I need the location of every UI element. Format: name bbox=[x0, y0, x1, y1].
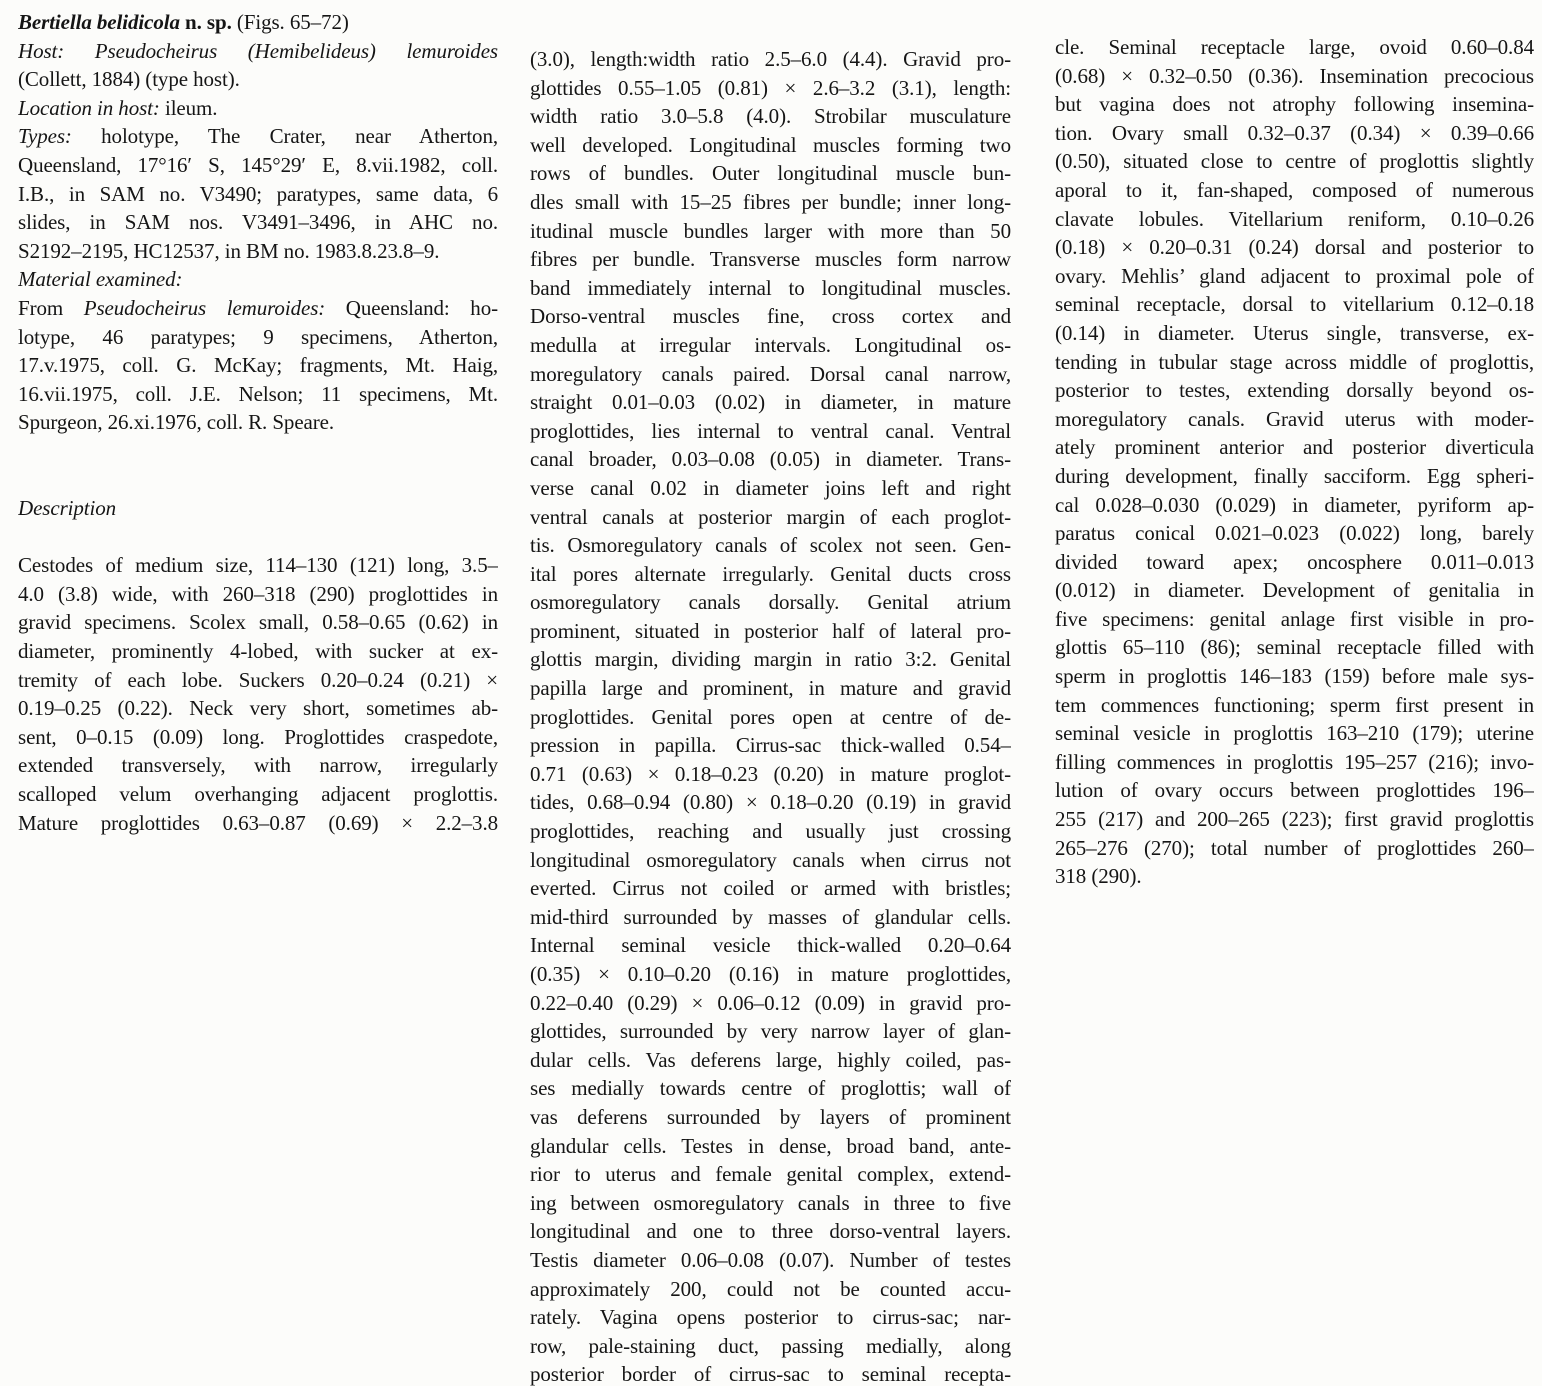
text-run: rior to uterus and female genital complex, extend- bbox=[530, 1162, 1011, 1187]
text-run: itudinal muscle bundles larger with more than 50 bbox=[530, 218, 1011, 243]
text-line bbox=[530, 102, 1011, 131]
text-line bbox=[530, 302, 1011, 331]
text-run: Spurgeon, 26.xi.1976, coll. R. Speare. bbox=[18, 410, 335, 435]
text-run: divided toward apex; oncosphere 0.011–0.013 bbox=[1055, 549, 1534, 574]
text-run: ately prominent anterior and posterior diverticula bbox=[1055, 435, 1534, 460]
text-run: (0.50), situated close to centre of proglottis slightly bbox=[1055, 149, 1534, 174]
text-run: clavate lobules. Vitellarium reniform, 0.10–0.26 bbox=[1055, 206, 1534, 231]
text-run: longitudinal osmoregulatory canals when cirrus not bbox=[530, 847, 1011, 872]
text-line bbox=[530, 245, 1011, 274]
text-run: 16.vii.1975, coll. J.E. Nelson; 11 specimens, Mt. bbox=[18, 381, 498, 406]
text-line bbox=[530, 1103, 1011, 1132]
text-run: 17.v.1975, coll. G. McKay; fragments, Mt. Haig, bbox=[18, 353, 498, 378]
text-run: Material examined: bbox=[18, 267, 183, 292]
vertical-space bbox=[18, 437, 498, 494]
text-run: tion. Ovary small 0.32–0.37 (0.34) × 0.39–0.66 bbox=[1055, 120, 1534, 145]
text-line bbox=[530, 159, 1011, 188]
text-run: S2192–2195, HC12537, in BM no. 1983.8.23.8–9. bbox=[18, 238, 440, 263]
text-run: Queensland: ho- bbox=[325, 295, 498, 320]
text-line bbox=[530, 1303, 1011, 1332]
text-line bbox=[530, 360, 1011, 389]
text-line bbox=[1055, 176, 1534, 205]
text-run: dles small with 15–25 fibres per bundle; inner long- bbox=[530, 189, 1011, 214]
text-run: width ratio 3.0–5.8 (4.0). Strobilar musculature bbox=[530, 104, 1011, 129]
text-run: posterior to testes, extending dorsally beyond os- bbox=[1055, 378, 1534, 403]
vertical-space bbox=[18, 523, 498, 552]
text-line bbox=[1055, 290, 1534, 319]
text-line bbox=[1055, 90, 1534, 119]
text-run: Dorso-ventral muscles fine, cross cortex and bbox=[530, 304, 1011, 329]
text-run: ovary. Mehlis’ gland adjacent to proximal pole of bbox=[1055, 263, 1534, 288]
text-line bbox=[18, 408, 498, 437]
text-run: tremity of each lobe. Suckers 0.20–0.24 (0.21) × bbox=[18, 667, 498, 692]
text-run: ing between osmoregulatory canals in three to five bbox=[530, 1190, 1011, 1215]
column-left bbox=[18, 8, 498, 837]
text-run: proglottides, reaching and usually just crossing bbox=[530, 819, 1011, 844]
text-line bbox=[530, 474, 1011, 503]
text-run: prominent, situated in posterior half of lateral pro- bbox=[530, 618, 1011, 643]
text-run: rows of bundles. Outer longitudinal muscle bun- bbox=[530, 161, 1011, 186]
text-run: glandular cells. Testes in dense, broad band, ante- bbox=[530, 1133, 1011, 1158]
text-run: five specimens: genital anlage first visible in pro- bbox=[1055, 606, 1534, 631]
material-examined-heading bbox=[18, 265, 498, 294]
text-run: everted. Cirrus not coiled or armed with bristles; bbox=[530, 876, 1011, 901]
text-line bbox=[530, 760, 1011, 789]
text-line bbox=[530, 417, 1011, 446]
text-run: ileum. bbox=[159, 95, 218, 120]
text-line bbox=[530, 645, 1011, 674]
text-line bbox=[18, 780, 498, 809]
text-line bbox=[530, 131, 1011, 160]
text-run: 0.71 (0.63) × 0.18–0.23 (0.20) in mature proglot- bbox=[530, 761, 1011, 786]
text-run: band immediately internal to longitudinal muscles. bbox=[530, 275, 1011, 300]
text-run: Bertiella belidicola bbox=[18, 10, 180, 34]
text-run: cal 0.028–0.030 (0.029) in diameter, pyriform ap- bbox=[1055, 492, 1534, 517]
text-line bbox=[530, 931, 1011, 960]
text-line bbox=[530, 1017, 1011, 1046]
text-line bbox=[1055, 633, 1534, 662]
text-line bbox=[1055, 233, 1534, 262]
description-heading bbox=[18, 494, 498, 523]
text-line bbox=[530, 788, 1011, 817]
text-run: ital pores alternate irregularly. Genital ducts cross bbox=[530, 561, 1011, 586]
text-line bbox=[530, 445, 1011, 474]
text-line bbox=[530, 674, 1011, 703]
text-run: fibres per bundle. Transverse muscles form narrow bbox=[530, 247, 1011, 272]
text-line bbox=[18, 323, 498, 352]
text-line bbox=[530, 388, 1011, 417]
text-run: medulla at irregular intervals. Longitudinal os- bbox=[530, 332, 1011, 357]
text-line bbox=[530, 703, 1011, 732]
text-run: holotype, The Crater, near Atherton, bbox=[71, 124, 498, 149]
text-line bbox=[1055, 834, 1534, 863]
text-run: during development, finally sacciform. Egg spheri- bbox=[1055, 463, 1534, 488]
text-line bbox=[18, 751, 498, 780]
text-run: seminal receptacle, dorsal to vitellarium 0.12–0.18 bbox=[1055, 292, 1534, 317]
text-run: I.B., in SAM no. V3490; paratypes, same data, 6 bbox=[18, 181, 498, 206]
text-run: vas deferens surrounded by layers of prominent bbox=[530, 1104, 1011, 1129]
text-line bbox=[18, 580, 498, 609]
text-line bbox=[530, 1046, 1011, 1075]
text-run: Description bbox=[18, 496, 117, 521]
text-run: diameter, prominently 4-lobed, with sucker at ex- bbox=[18, 639, 498, 664]
column-right bbox=[1055, 33, 1534, 891]
text-run: 4.0 (3.8) wide, with 260–318 (290) proglottides in bbox=[18, 581, 498, 606]
species-title bbox=[18, 8, 498, 37]
text-line bbox=[530, 588, 1011, 617]
text-line bbox=[530, 274, 1011, 303]
text-run: mid-third surrounded by masses of glandular cells. bbox=[530, 904, 1011, 929]
text-run: Mature proglottides 0.63–0.87 (0.69) × 2.2–3.8 bbox=[18, 810, 498, 835]
text-run: glottides, surrounded by very narrow layer of glan- bbox=[530, 1019, 1011, 1044]
text-line bbox=[18, 294, 498, 323]
text-run: tis. Osmoregulatory canals of scolex not seen. Gen- bbox=[530, 533, 1011, 558]
text-line bbox=[530, 989, 1011, 1018]
text-run: 318 (290). bbox=[1055, 864, 1142, 889]
text-line bbox=[530, 1189, 1011, 1218]
text-run: ventral canals at posterior margin of each proglot- bbox=[530, 504, 1011, 529]
text-run: tending in tubular stage across middle of proglottis, bbox=[1055, 349, 1534, 374]
text-line bbox=[18, 208, 498, 237]
text-run: Cestodes of medium size, 114–130 (121) long, 3.5– bbox=[18, 553, 498, 578]
text-run: straight 0.01–0.03 (0.02) in diameter, in mature bbox=[530, 390, 1011, 415]
text-run: sperm in proglottis 146–183 (159) before male sys- bbox=[1055, 664, 1534, 689]
text-line bbox=[18, 723, 498, 752]
text-line bbox=[18, 380, 498, 409]
text-run: longitudinal and one to three dorso-ventral layers. bbox=[530, 1219, 1011, 1244]
text-line bbox=[1055, 319, 1534, 348]
text-line bbox=[1055, 576, 1534, 605]
text-line bbox=[530, 817, 1011, 846]
text-run: tem commences functioning; sperm first present in bbox=[1055, 692, 1534, 717]
text-line bbox=[1055, 405, 1534, 434]
text-line bbox=[18, 694, 498, 723]
text-run: papilla large and prominent, in mature and gravid bbox=[530, 676, 1011, 701]
text-line bbox=[530, 560, 1011, 589]
text-line bbox=[530, 1160, 1011, 1189]
text-line bbox=[530, 731, 1011, 760]
text-run: gravid specimens. Scolex small, 0.58–0.65 (0.62) in bbox=[18, 610, 498, 635]
text-line bbox=[530, 74, 1011, 103]
text-line bbox=[1055, 748, 1534, 777]
text-run: scalloped velum overhanging adjacent proglottis. bbox=[18, 782, 498, 807]
text-line bbox=[18, 809, 498, 838]
text-run: slides, in SAM nos. V3491–3496, in AHC no. bbox=[18, 210, 498, 235]
text-line bbox=[1055, 62, 1534, 91]
text-line bbox=[18, 637, 498, 666]
text-run: (Collett, 1884) (type host). bbox=[18, 67, 240, 92]
text-run: 0.19–0.25 (0.22). Neck very short, sometimes ab- bbox=[18, 696, 498, 721]
text-run: proglottides. Genital pores open at centre of de- bbox=[530, 704, 1011, 729]
text-line bbox=[1055, 462, 1534, 491]
text-line bbox=[530, 503, 1011, 532]
text-run: well developed. Longitudinal muscles forming two bbox=[530, 132, 1011, 157]
text-line bbox=[530, 874, 1011, 903]
text-run: proglottides, lies internal to ventral canal. Ventral bbox=[530, 418, 1011, 443]
host-line bbox=[18, 37, 498, 66]
text-run: glottis margin, dividing margin in ratio 3:2. Genital bbox=[530, 647, 1011, 672]
location-line bbox=[18, 94, 498, 123]
text-run: (0.18) × 0.20–0.31 (0.24) dorsal and posterior to bbox=[1055, 235, 1534, 260]
text-line bbox=[1055, 491, 1534, 520]
text-line bbox=[18, 608, 498, 637]
text-run: rately. Vagina opens posterior to cirrus-sac; nar- bbox=[530, 1305, 1011, 1330]
text-line bbox=[1055, 147, 1534, 176]
text-line bbox=[530, 45, 1011, 74]
text-line bbox=[530, 331, 1011, 360]
text-line bbox=[1055, 691, 1534, 720]
text-run: sent, 0–0.15 (0.09) long. Proglottides craspedote, bbox=[18, 724, 498, 749]
text-line bbox=[530, 1132, 1011, 1161]
text-line bbox=[1055, 519, 1534, 548]
text-line bbox=[1055, 605, 1534, 634]
text-run: cle. Seminal receptacle large, ovoid 0.60–0.84 bbox=[1055, 35, 1534, 59]
text-line bbox=[18, 180, 498, 209]
text-line bbox=[18, 666, 498, 695]
text-run: dular cells. Vas deferens large, highly coiled, pas- bbox=[530, 1047, 1011, 1072]
text-run: n. sp. bbox=[179, 10, 237, 34]
text-run: Location in host: bbox=[18, 95, 160, 120]
text-run: filling commences in proglottis 195–257 (216); invo- bbox=[1055, 749, 1534, 774]
text-run: moregulatory canals paired. Dorsal canal narrow, bbox=[530, 361, 1011, 386]
text-line bbox=[530, 846, 1011, 875]
text-run: but vagina does not atrophy following insemina- bbox=[1055, 92, 1534, 117]
text-line bbox=[530, 188, 1011, 217]
text-run: From bbox=[18, 295, 84, 320]
text-run: verse canal 0.02 in diameter joins left and right bbox=[530, 475, 1011, 500]
text-run: lution of ovary occurs between proglottides 196– bbox=[1055, 778, 1534, 803]
text-run: lotype, 46 paratypes; 9 specimens, Atherton, bbox=[18, 324, 498, 349]
text-line bbox=[18, 65, 498, 94]
text-line bbox=[1055, 719, 1534, 748]
text-run: glottides 0.55–1.05 (0.81) × 2.6–3.2 (3.1), length: bbox=[530, 75, 1011, 100]
text-line bbox=[1055, 376, 1534, 405]
text-line bbox=[1055, 205, 1534, 234]
text-line bbox=[18, 237, 498, 266]
text-line bbox=[1055, 776, 1534, 805]
text-line bbox=[530, 1074, 1011, 1103]
text-run: Host: Pseudocheirus (Hemibelideus) lemuroides bbox=[18, 38, 498, 63]
text-line bbox=[1055, 262, 1534, 291]
text-run: paratus conical 0.021–0.023 (0.022) long, barely bbox=[1055, 521, 1534, 546]
text-run: (0.68) × 0.32–0.50 (0.36). Insemination precocious bbox=[1055, 63, 1534, 88]
text-run: glottis 65–110 (86); seminal receptacle filled with bbox=[1055, 635, 1534, 660]
text-line bbox=[530, 1360, 1011, 1386]
text-run: posterior border of cirrus-sac to seminal recepta- bbox=[530, 1362, 1011, 1386]
text-run: 265–276 (270); total number of proglottides 260– bbox=[1055, 835, 1534, 860]
text-run: moregulatory canals. Gravid uterus with moder- bbox=[1055, 406, 1534, 431]
text-run: (0.012) in diameter. Development of genitalia in bbox=[1055, 578, 1534, 603]
text-run: pression in papilla. Cirrus-sac thick-walled 0.54– bbox=[530, 733, 1011, 758]
text-run: (Figs. 65–72) bbox=[236, 10, 349, 34]
text-run: tides, 0.68–0.94 (0.80) × 0.18–0.20 (0.19) in gravid bbox=[530, 790, 1011, 815]
text-line bbox=[530, 960, 1011, 989]
text-run: row, pale-staining duct, passing medially, along bbox=[530, 1333, 1011, 1358]
text-run: (3.0), length:width ratio 2.5–6.0 (4.4). Gravid pro- bbox=[530, 47, 1011, 71]
text-run: seminal vesicle in proglottis 163–210 (179); uterine bbox=[1055, 721, 1534, 746]
text-run: Queensland, 17°16′ S, 145°29′ E, 8.vii.1982, coll. bbox=[18, 152, 498, 177]
text-run: Internal seminal vesicle thick-walled 0.20–0.64 bbox=[530, 933, 1011, 958]
text-run: (0.35) × 0.10–0.20 (0.16) in mature proglottides, bbox=[530, 962, 1011, 986]
text-line bbox=[530, 903, 1011, 932]
text-run: (0.14) in diameter. Uterus single, transverse, ex- bbox=[1055, 320, 1534, 345]
text-line bbox=[530, 1275, 1011, 1304]
text-line bbox=[530, 1217, 1011, 1246]
text-run: 255 (217) and 200–265 (223); first gravid proglottis bbox=[1055, 807, 1534, 832]
text-run: Pseudocheirus lemuroides: bbox=[83, 295, 326, 320]
text-run: canal broader, 0.03–0.08 (0.05) in diameter. Trans- bbox=[530, 447, 1011, 472]
text-line bbox=[1055, 119, 1534, 148]
types-line bbox=[18, 122, 498, 151]
text-run: extended transversely, with narrow, irregularly bbox=[18, 753, 498, 778]
text-line bbox=[1055, 433, 1534, 462]
text-line bbox=[530, 531, 1011, 560]
text-line bbox=[18, 151, 498, 180]
text-run: Types: bbox=[18, 124, 72, 149]
text-run: ses medially towards centre of proglottis; wall of bbox=[530, 1076, 1011, 1101]
text-line bbox=[530, 217, 1011, 246]
text-line bbox=[1055, 662, 1534, 691]
text-line bbox=[530, 1332, 1011, 1361]
text-run: osmoregulatory canals dorsally. Genital atrium bbox=[530, 590, 1011, 615]
column-middle bbox=[530, 45, 1011, 1386]
text-run: approximately 200, could not be counted accu- bbox=[530, 1276, 1011, 1301]
text-line bbox=[1055, 862, 1534, 891]
text-line bbox=[1055, 805, 1534, 834]
text-run: 0.22–0.40 (0.29) × 0.06–0.12 (0.09) in gravid pro- bbox=[530, 990, 1011, 1015]
text-line bbox=[1055, 33, 1534, 62]
text-line bbox=[1055, 548, 1534, 577]
text-line bbox=[18, 351, 498, 380]
text-line bbox=[18, 551, 498, 580]
text-line bbox=[530, 617, 1011, 646]
text-line bbox=[1055, 348, 1534, 377]
text-run: aporal to it, fan-shaped, composed of numerous bbox=[1055, 177, 1534, 202]
text-line bbox=[530, 1246, 1011, 1275]
text-run: Testis diameter 0.06–0.08 (0.07). Number of testes bbox=[530, 1247, 1011, 1272]
